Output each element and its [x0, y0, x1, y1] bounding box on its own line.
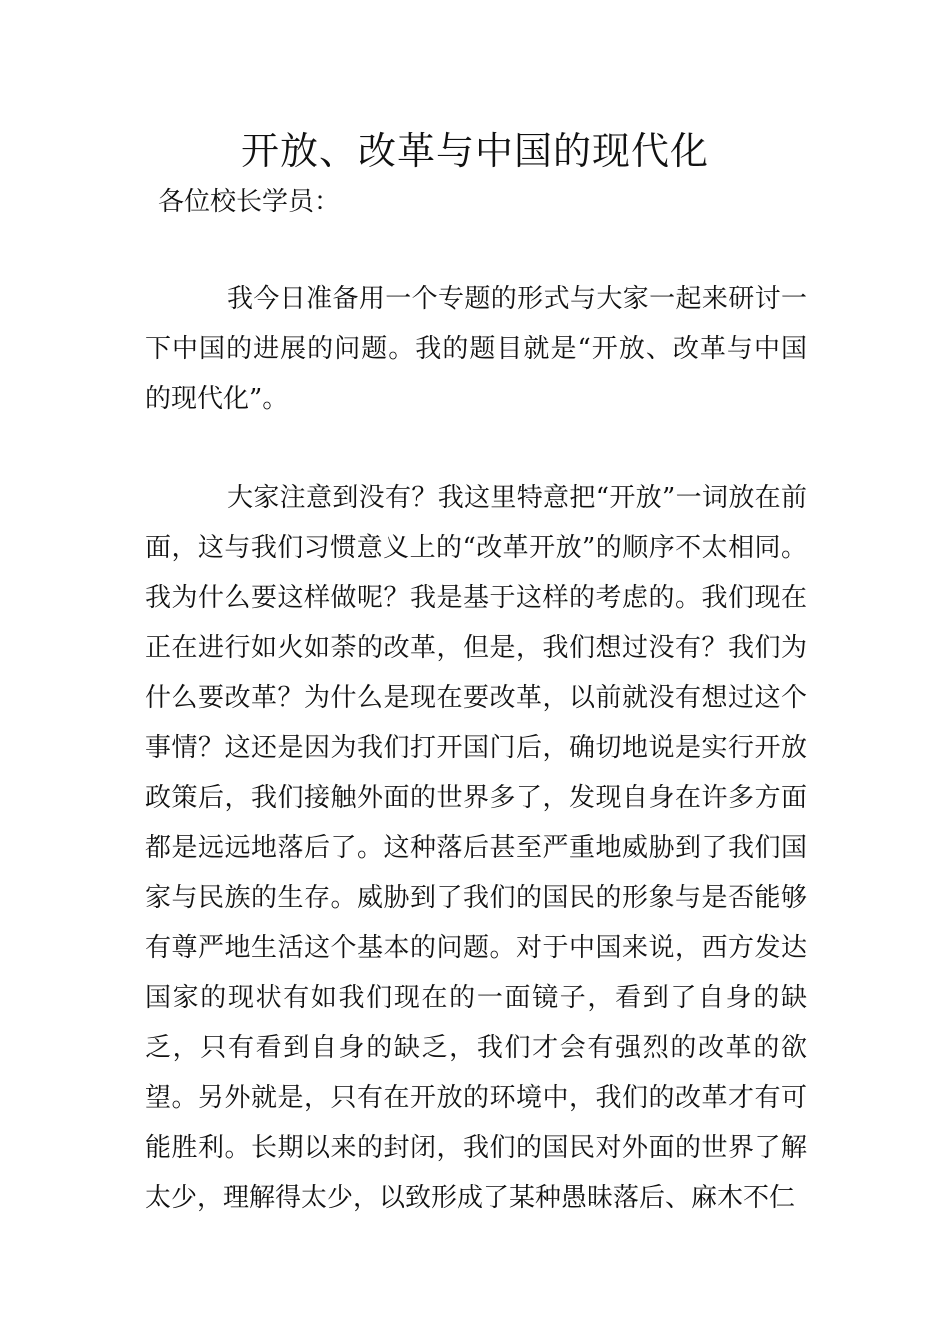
- paragraph-2: 大家注意到没有？我这里特意把“开放”一词放在前面，这与我们习惯意义上的“改革开放”的顺序不太相同。我为什么要这样做呢？我是基于这样的考虑的。我们现在正在进行如火如荼的改革，但是，我们想过没有？我们为什么要改革？为什么是现在要改革，以前就没有想过这个事情？这还是因为我们打开国门后，确切地说是实行开放政策后，我们接触外面的世界多了，发现自身在许多方面都是远远地落后了。这种落后甚至严重地威胁到了我们国家与民族的生存。威胁到了我们的国民的形象与是否能够有尊严地生活这个基本的问题。对于中国来说，西方发达国家的现状有如我们现在的一面镜子，看到了自身的缺乏，只有看到自身的缺乏，我们才会有强烈的改革的欲望。另外就是，只有在开放的环境中，我们的改革才有可能胜利。长期以来的封闭，我们的国民对外面的世界了解太少，理解得太少，以致形成了某种愚昧落后、麻木不仁: [145, 483, 807, 1213]
- document-title: 开放、改革与中国的现代化: [240, 129, 709, 173]
- paragraph-1: 我今日准备用一个专题的形式与大家一起来研讨一下中国的进展的问题。我的题目就是“开放、改革与中国的现代化”。: [145, 284, 807, 414]
- salutation: 各位校长学员：: [158, 187, 341, 217]
